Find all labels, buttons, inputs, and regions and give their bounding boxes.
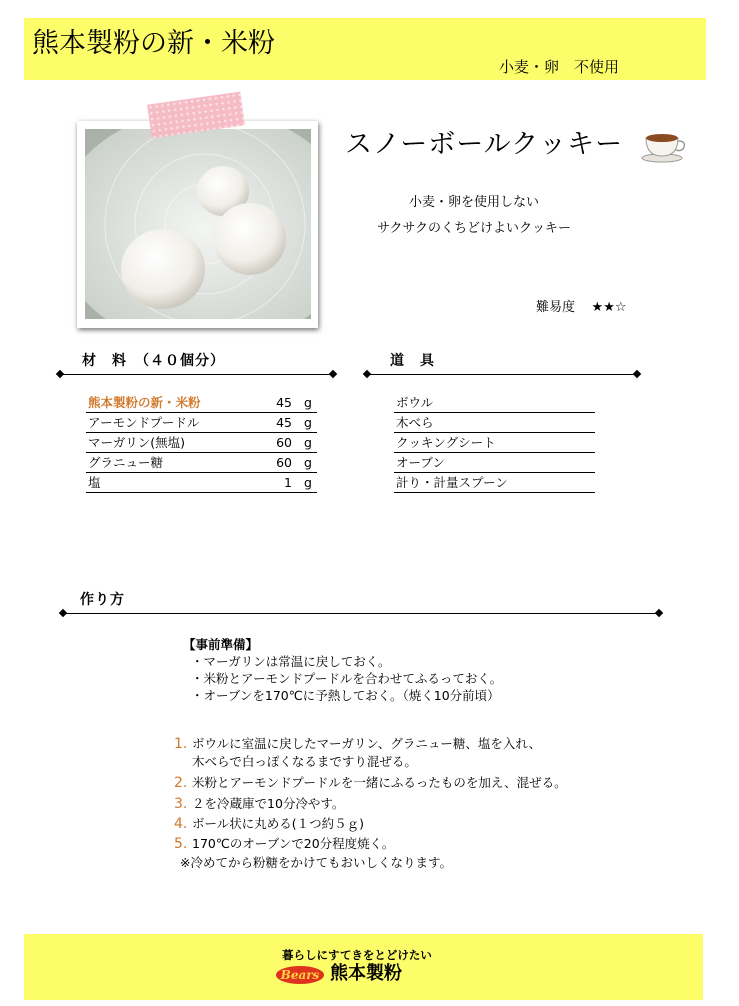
difficulty-stars: ★★☆ [591,300,627,315]
header-banner [24,18,706,80]
ingredient-row [86,473,317,493]
ingredients-heading: 材 料 （４０個分） [82,353,225,369]
divider-dot [633,370,641,378]
allergen-free-label: 小麦・卵 不使用 [499,58,620,76]
step-number: 2. [174,775,188,791]
step-text: 米粉とアーモンドプードルを一緒にふるったものを加え、混ぜる。 [192,775,567,790]
step-text: ボール状に丸める(１つ約５ｇ) [192,816,365,831]
tool-name: クッキングシート [396,435,496,450]
tool-row [394,433,595,453]
step-4 [174,815,364,833]
step-2 [174,774,567,792]
step-number: 1. [174,736,188,752]
tool-row [394,473,595,493]
step-text: ２を冷蔵庫で10分冷やす。 [192,796,345,811]
footer-banner [24,934,703,1000]
divider-dot [59,609,67,617]
bears-logo: Bears [276,966,324,984]
company-name: 熊本製粉 [330,963,402,984]
description-line-1: 小麦・卵を使用しない [409,195,540,210]
ingredients-table [86,393,317,493]
method-heading: 作り方 [80,592,125,608]
difficulty-label: 難易度 [536,300,576,315]
cookie-image [85,129,311,319]
recipe-photo [77,121,318,328]
tool-name: オーブン [396,455,445,470]
tools-heading: 道 具 [390,353,435,369]
brand-title: 熊本製粉の新・米粉 [32,28,275,59]
ingredient-name: 塩 [88,475,101,490]
ingredient-qty: 1 [284,475,292,490]
ingredient-qty: 60 [276,435,292,450]
tool-row [394,453,595,473]
ingredient-row [86,393,317,413]
ingredient-unit: g [304,455,312,470]
step-1 [174,735,541,753]
ingredient-row [86,413,317,433]
divider-dot [363,370,371,378]
tool-name: 計り・計量スプーン [396,475,508,490]
description-line-2: サクサクのくちどけよいクッキー [377,221,571,236]
divider-dot [655,609,663,617]
ingredient-qty: 45 [276,395,292,410]
step-text: 170℃のオーブンで20分程度焼く。 [192,836,395,851]
step-1-continued: 木べらで白っぽくなるまですり混ぜる。 [192,754,417,769]
tools-divider [367,374,637,375]
tool-row [394,393,595,413]
footer-tagline: 暮らしにすてきをとどけたい [282,948,432,962]
tool-name: 木べら [396,415,434,430]
step-text: ボウルに室温に戻したマーガリン、グラニュー糖、塩を入れ、 [192,736,542,751]
divider-dot [56,370,64,378]
ingredient-name: グラニュー糖 [88,455,164,470]
step-number: 4. [174,816,188,832]
step-5 [174,835,394,853]
ingredient-row [86,433,317,453]
ingredient-qty: 45 [276,415,292,430]
prep-item: ・米粉とアーモンドプードルを合わせてふるっておく。 [191,671,503,686]
teacup-icon [640,128,688,164]
tool-row [394,413,595,433]
step-number: 3. [174,796,188,812]
ingredient-name: マーガリン(無塩) [88,435,186,450]
ingredient-unit: g [304,415,312,430]
step-number: 5. [174,836,188,852]
prep-item: ・マーガリンは常温に戻しておく。 [191,654,391,669]
tool-name: ボウル [396,395,434,410]
prep-title: 【事前準備】 [183,637,259,652]
ingredient-row [86,453,317,473]
tools-table [394,393,595,493]
ingredient-qty: 60 [276,455,292,470]
ingredient-name: アーモンドプードル [88,415,200,430]
prep-section [183,636,502,704]
prep-item: ・オーブンを170℃に予熱しておく。（焼く10分前頃） [191,688,500,703]
difficulty [536,300,627,316]
ingredient-name: 熊本製粉の新・米粉 [88,395,201,410]
ingredient-unit: g [304,395,312,410]
ingredients-divider [60,374,333,375]
method-note: ※冷めてから粉糖をかけてもおいしくなります。 [180,855,452,870]
recipe-title: スノーボールクッキー [345,129,624,160]
ingredient-unit: g [304,435,312,450]
ingredient-unit: g [304,475,312,490]
method-divider [63,613,659,614]
divider-dot [329,370,337,378]
step-3 [174,795,344,813]
